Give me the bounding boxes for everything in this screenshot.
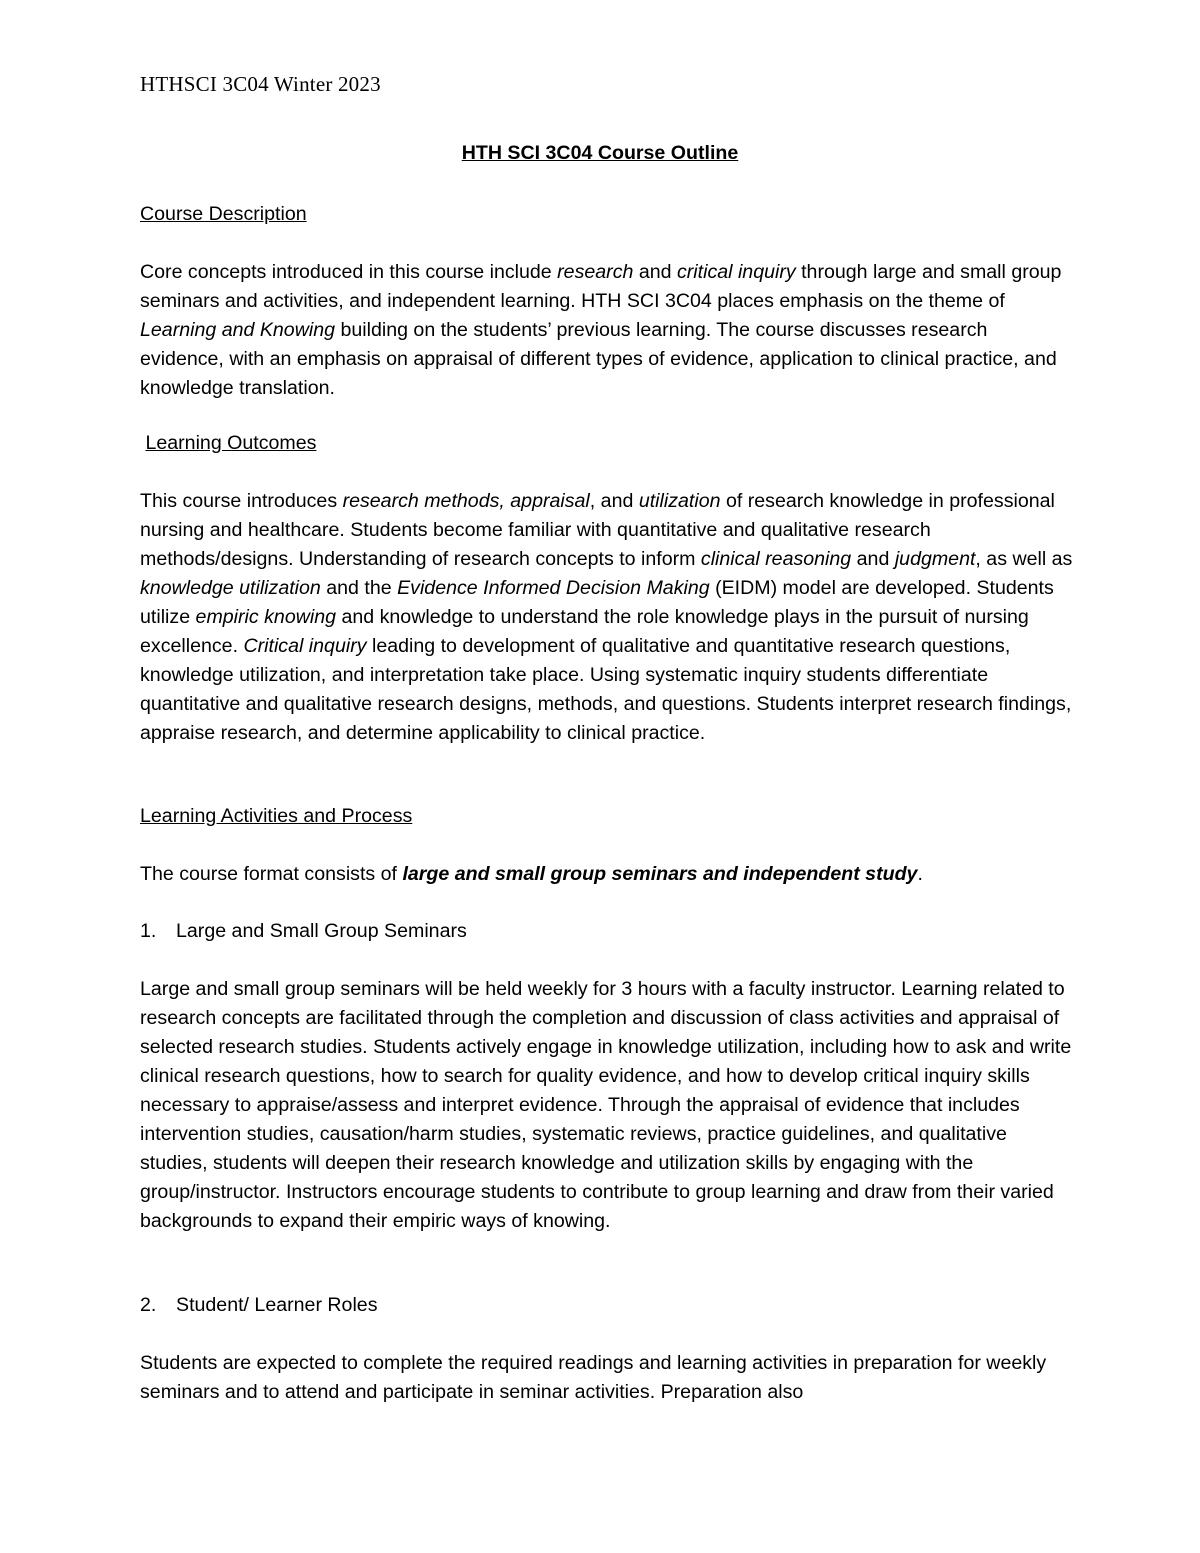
course-description-text: Core concepts introduced in this course include research and critical inquiry through large and small group seminars and activities, and independent learning. HTH SCI 3C04 places emphasis on the theme of Learning and Knowing building on the students’ previous learning. The course discusses research evidence, with an emphasis on appraisal of different types of evidence, application to clinical practice, and knowledge translation. [140, 261, 1062, 399]
learning-outcomes-heading-row [140, 429, 1075, 458]
item-label: Student/ Learner Roles [176, 1294, 378, 1316]
learning-outcomes-text: This course introduces research methods, appraisal, and utilization of research knowledge in professional nursing and healthcare. Students become familiar with quantitative and qualitative research methods/designs. Understanding of research concepts to inform clinical reasoning and judgment, as well as knowledge utilization and the Evidence Informed Decision Making (EIDM) model are developed. Students utilize empiric knowing and knowledge to understand the role knowledge plays in the pursuit of nursing excellence. Critical inquiry leading to development of qualitative and quantitative research questions, knowledge utilization, and interpretation take place. Using systematic inquiry students differentiate quantitative and qualitative research designs, methods, and questions. Students interpret research findings, appraise research, and determine applicability to clinical practice. [140, 490, 1073, 744]
numbered-item-learner-roles [140, 1291, 1075, 1320]
learning-outcomes-section [140, 429, 1075, 748]
page-header: HTHSCI 3C04 Winter 2023 [140, 72, 381, 96]
numbered-item-seminars [140, 917, 1075, 946]
learner-roles-section [140, 1291, 1075, 1407]
learner-roles-text: Students are expected to complete the required readings and learning activities in preparation for weekly seminars and to attend and participate in seminar activities. Preparation also [140, 1352, 1047, 1403]
document-title: HTH SCI 3C04 Course Outline [461, 142, 739, 164]
learning-activities-intro: The course format consists of large and small group seminars and independent study. [140, 863, 923, 885]
item-label: Large and Small Group Seminars [176, 920, 467, 942]
learning-outcomes-heading: Learning Outcomes [145, 432, 317, 454]
learning-activities-heading: Learning Activities and Process [140, 805, 413, 827]
seminars-text: Large and small group seminars will be held weekly for 3 hours with a faculty instructor. Learning related to research concepts are facilitated through the completion and discussion of class activities and appraisal of selected research studies. Students actively engage in knowledge utilization, including how to ask and write clinical research questions, how to search for quality evidence, and how to develop critical inquiry skills necessary to appraise/assess and interpret evidence. Through the appraisal of evidence that includes intervention studies, causation/harm studies, systematic reviews, practice guidelines, and qualitative studies, students will deepen their research knowledge and utilization skills by engaging with the group/instructor. Instructors encourage students to contribute to group learning and draw from their varied backgrounds to expand their empiric ways of knowing. [140, 978, 1072, 1232]
course-description-heading: Course Description [140, 203, 307, 225]
item-number: 2. [140, 1294, 157, 1316]
learning-activities-section [140, 802, 1075, 889]
seminars-section [140, 917, 1075, 1236]
item-number: 1. [140, 920, 157, 942]
course-description-section [140, 200, 1075, 403]
